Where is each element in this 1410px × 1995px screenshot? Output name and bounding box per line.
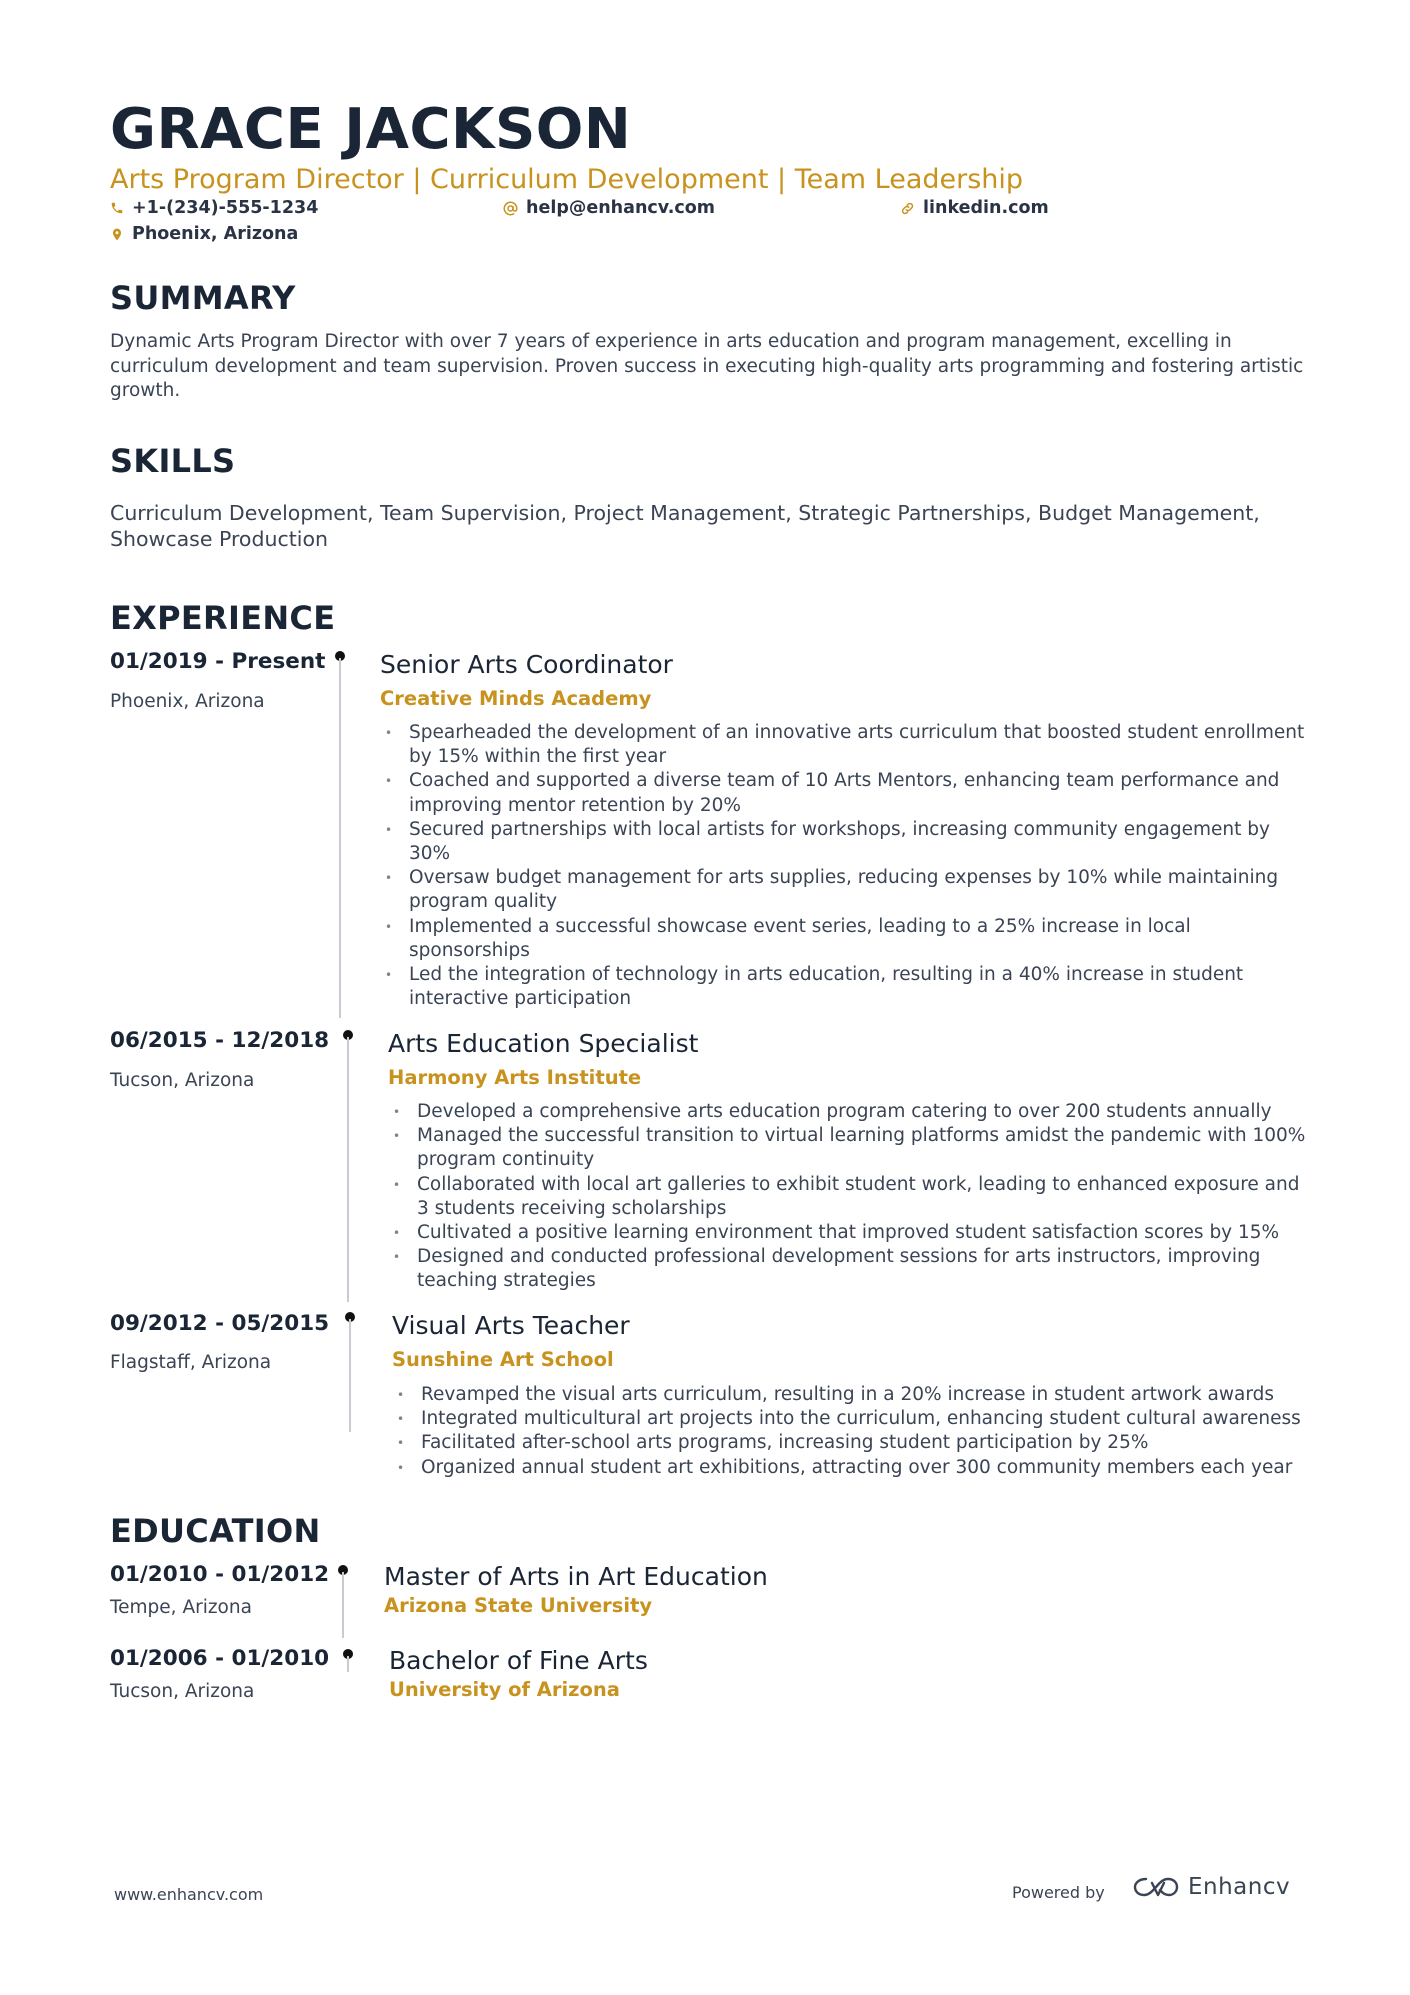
bullet-item: • Facilitated after-school arts programs, increasing student participation by 25% [393,1431,1313,1455]
contact-email[interactable] [503,196,715,220]
timeline-line [342,1572,344,1638]
bullet-item: • Coached and supported a diverse team of 10 Arts Mentors, enhancing team performance and improving mentor retention by 20% [381,769,1311,817]
bullet-item: • Oversaw budget management for arts supplies, reducing expenses by 10% while maintaining program quality [381,866,1311,914]
job-bullets [393,1383,1313,1480]
candidate-title: Arts Program Director | Curriculum Development | Team Leadership [110,164,1024,195]
enhancv-brand-text: Enhancv [1188,1874,1291,1900]
job-dates: 06/2015 - 12/2018 [110,1028,330,1053]
bullet-item: • Secured partnerships with local artists for workshops, increasing community engagement by 30% [381,818,1311,866]
phone-text: +1-(234)-555-1234 [132,198,319,218]
company-name: Harmony Arts Institute [388,1066,642,1089]
job-location: Phoenix, Arizona [110,691,265,712]
summary-heading: SUMMARY [110,279,296,317]
timeline-line [347,1037,349,1302]
email-link[interactable]: help@enhancv.com [526,198,716,218]
degree-title: Master of Arts in Art Education [384,1562,768,1591]
bullet-item: • Revamped the visual arts curriculum, resulting in a 20% increase in student artwork awards [393,1383,1313,1407]
contact-location [110,222,298,246]
at-sign-icon [503,201,518,216]
job-dates: 09/2012 - 05/2015 [110,1311,330,1336]
job-location: Flagstaff, Arizona [110,1352,272,1373]
timeline-line [339,658,341,1018]
bullet-item: • Managed the successful transition to virtual learning platforms amidst the pandemic with 100% program continuity [389,1124,1311,1172]
enhancv-logo-icon [1132,1874,1180,1900]
skills-heading: SKILLS [110,442,236,480]
job-dates: 01/2019 - Present [110,649,326,674]
map-pin-icon [110,227,124,242]
job-bullets [381,721,1311,1011]
edu-location: Tempe, Arizona [110,1597,252,1618]
bullet-item: • Cultivated a positive learning environment that improved student satisfaction scores by 15% [389,1221,1311,1245]
summary-text: Dynamic Arts Program Director with over 7 years of experience in arts education and program management, excelling in curriculum development and team supervision. Proven success in executing high-quality arts programming and fostering artistic growth. [110,331,1304,401]
candidate-name: GRACE JACKSON [110,97,632,162]
edu-dates: 01/2006 - 01/2010 [110,1646,330,1671]
bullet-item: • Led the integration of technology in arts education, resulting in a 40% increase in student interactive participation [381,963,1311,1011]
timeline-line [349,1319,351,1432]
edu-location: Tucson, Arizona [110,1681,255,1702]
company-name: Sunshine Art School [392,1348,614,1371]
bullet-item: • Organized annual student art exhibitions, attracting over 300 community members each year [393,1456,1313,1480]
contact-phone [110,196,318,220]
school-name: Arizona State University [384,1594,653,1617]
bullet-item: • Designed and conducted professional development sessions for arts instructors, improving teaching strategies [389,1245,1311,1293]
bullet-item: • Spearheaded the development of an innovative arts curriculum that boosted student enrollment by 15% within the first year [381,721,1311,769]
job-location: Tucson, Arizona [110,1070,255,1091]
bullet-item: • Collaborated with local art galleries to exhibit student work, leading to enhanced exposure and 3 students receiving scholarships [389,1173,1311,1221]
link-icon [900,201,915,216]
education-heading: EDUCATION [110,1512,321,1550]
job-title: Senior Arts Coordinator [380,650,673,679]
footer-powered-by: Powered by [1012,1883,1105,1902]
contact-linkedin[interactable] [900,196,1049,220]
job-title: Arts Education Specialist [388,1029,699,1058]
bullet-item: • Developed a comprehensive arts education program catering to over 200 students annually [389,1100,1311,1124]
company-name: Creative Minds Academy [380,687,652,710]
job-title: Visual Arts Teacher [392,1311,630,1340]
experience-heading: EXPERIENCE [110,599,336,637]
linkedin-link[interactable]: linkedin.com [923,198,1049,218]
bullet-item: • Integrated multicultural art projects into the curriculum, enhancing student cultural awareness [393,1407,1313,1431]
phone-icon [110,201,124,215]
enhancv-logo[interactable] [1132,1874,1290,1900]
edu-dates: 01/2010 - 01/2012 [110,1562,330,1587]
degree-title: Bachelor of Fine Arts [389,1646,648,1675]
location-text: Phoenix, Arizona [132,224,299,244]
timeline-line [347,1656,349,1672]
footer-website[interactable]: www.enhancv.com [114,1885,264,1904]
skills-text: Curriculum Development, Team Supervision, Project Management, Strategic Partnerships, Budget Management, Showcase Production [110,501,1260,551]
job-bullets [389,1100,1311,1294]
school-name: University of Arizona [389,1678,620,1701]
bullet-item: • Implemented a successful showcase event series, leading to a 25% increase in local sponsorships [381,915,1311,963]
